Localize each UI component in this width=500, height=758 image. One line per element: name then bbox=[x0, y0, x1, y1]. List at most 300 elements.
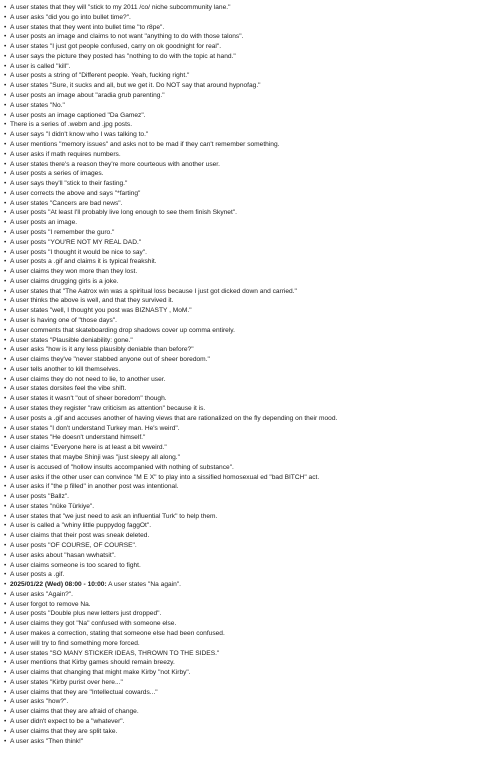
list-item-text bbox=[10, 130, 498, 140]
bullet-icon: • bbox=[4, 277, 7, 285]
list-item-body: A user asks "Again?". bbox=[10, 590, 73, 598]
list-item bbox=[4, 267, 498, 277]
list-item-text bbox=[10, 717, 498, 727]
list-item bbox=[4, 218, 498, 228]
list-item-body: A user thinks the above is well, and that they survived it. bbox=[10, 297, 174, 305]
list-item bbox=[4, 365, 498, 375]
list-item-text bbox=[10, 394, 498, 404]
list-item bbox=[4, 717, 498, 727]
bullet-icon: • bbox=[4, 150, 7, 158]
list-item-body: A user corrects the above and says "*farting" bbox=[10, 189, 141, 197]
list-item-body: There is a series of .webm and .jpg posts. bbox=[10, 121, 133, 129]
list-item bbox=[4, 492, 498, 502]
bullet-icon: • bbox=[4, 678, 7, 686]
list-item-text bbox=[10, 492, 498, 502]
list-item-text bbox=[10, 150, 498, 160]
list-item-text bbox=[10, 512, 498, 522]
list-item-body: A user posts "Ballz". bbox=[10, 493, 69, 501]
list-item-body: A user claims they got "Na" confused with someone else. bbox=[10, 620, 177, 628]
list-item-text bbox=[10, 482, 498, 492]
list-item-body: A user asks if the other user can convince "M E X" to play into a sissified homosexual ed "bad BITCH" act. bbox=[10, 473, 320, 481]
bullet-icon: • bbox=[4, 131, 7, 139]
list-item bbox=[4, 3, 498, 13]
bullet-icon: • bbox=[4, 140, 7, 148]
list-item-body: A user says the picture they posted has "nothing to do with the topic at hand." bbox=[10, 52, 236, 60]
list-item-body: A user states "Plausible deniability: gone." bbox=[10, 336, 133, 344]
list-item-body: A user says "I didn't know who I was talking to." bbox=[10, 131, 149, 139]
list-item-text bbox=[10, 590, 498, 600]
list-item-body: A user states that they went into bullet time "to r8pe". bbox=[10, 23, 165, 31]
list-item bbox=[4, 433, 498, 443]
list-item bbox=[4, 590, 498, 600]
list-item-text bbox=[10, 32, 498, 42]
bullet-icon: • bbox=[4, 160, 7, 168]
list-item-body: A user mentions that Kirby games should remain breezy. bbox=[10, 659, 175, 667]
list-item-body: A user tells another to kill themselves. bbox=[10, 365, 121, 373]
list-item-text bbox=[10, 473, 498, 483]
bullet-icon: • bbox=[4, 268, 7, 276]
list-item-text bbox=[10, 414, 498, 424]
list-item-text bbox=[10, 619, 498, 629]
list-item-body: A user posts "I remember the guro." bbox=[10, 228, 115, 236]
bullet-icon: • bbox=[4, 669, 7, 677]
list-item-text bbox=[10, 404, 498, 414]
list-item-text bbox=[10, 91, 498, 101]
list-item-body: A user asks "how is it any less plausibly deniable than before?" bbox=[10, 346, 194, 354]
list-item-body: A user states there's a reason they're more courteous with another user. bbox=[10, 160, 220, 168]
list-item-text bbox=[10, 424, 498, 434]
list-item-body: A user claims drugging girls is a joke. bbox=[10, 277, 119, 285]
list-item-body: A user states "well, I thought you post was BIZNASTY , MoM." bbox=[10, 307, 192, 315]
list-item-body: A user comments that skateboarding drop shadows cover up comma entirely. bbox=[10, 326, 235, 334]
list-item-body: A user posts "I thought it would be nice to say". bbox=[10, 248, 148, 256]
list-item-body: A user states "I just got people confused, carry on ok goodnight for real". bbox=[10, 43, 222, 51]
bullet-icon: • bbox=[4, 395, 7, 403]
bullet-icon: • bbox=[4, 551, 7, 559]
list-item bbox=[4, 639, 498, 649]
bullet-icon: • bbox=[4, 532, 7, 540]
list-item-body: A user makes a correction, stating that someone else had been confused. bbox=[10, 630, 225, 637]
list-item-text bbox=[10, 189, 498, 199]
list-item bbox=[4, 52, 498, 62]
list-item-text bbox=[10, 355, 498, 365]
list-item-body: A user posts "Double plus new letters just dropped". bbox=[10, 610, 162, 618]
list-item bbox=[4, 521, 498, 531]
list-item bbox=[4, 619, 498, 629]
list-item-text bbox=[10, 375, 498, 385]
list-item bbox=[4, 697, 498, 707]
list-item bbox=[4, 287, 498, 297]
list-item bbox=[4, 668, 498, 678]
list-item-text bbox=[10, 257, 498, 267]
bullet-icon: • bbox=[4, 180, 7, 188]
list-item-text bbox=[10, 218, 498, 228]
list-item-text bbox=[10, 101, 498, 111]
bullet-icon: • bbox=[4, 434, 7, 442]
list-item bbox=[4, 414, 498, 424]
bullet-icon: • bbox=[4, 170, 7, 178]
bullet-icon: • bbox=[4, 405, 7, 413]
list-item bbox=[4, 688, 498, 698]
list-item bbox=[4, 277, 498, 287]
list-item-body: A user claims that they are afraid of change. bbox=[10, 708, 139, 716]
list-item bbox=[4, 345, 498, 355]
list-item-text bbox=[10, 23, 498, 33]
bullet-icon: • bbox=[4, 248, 7, 256]
bullet-icon: • bbox=[4, 356, 7, 364]
list-item-text bbox=[10, 228, 498, 238]
list-item bbox=[4, 42, 498, 52]
list-item-text bbox=[10, 697, 498, 707]
list-item-body: A user asks if "the p filled" in another post was intentional. bbox=[10, 483, 179, 491]
bullet-icon: • bbox=[4, 453, 7, 461]
list-item-text bbox=[10, 384, 498, 394]
list-item bbox=[4, 248, 498, 258]
list-item bbox=[4, 120, 498, 130]
list-item-body: A user states it wasn't "out of sheer boredom" though. bbox=[10, 395, 167, 403]
bullet-icon: • bbox=[4, 659, 7, 667]
bullet-icon: • bbox=[4, 13, 7, 21]
list-item-body: A user states that they will "stick to my 2011 /co/ niche subcommunity lane." bbox=[10, 4, 231, 11]
list-item-body: A user is called "kill". bbox=[10, 62, 71, 70]
list-item bbox=[4, 71, 498, 81]
summary-list bbox=[4, 3, 498, 746]
list-item bbox=[4, 404, 498, 414]
list-item bbox=[4, 502, 498, 512]
list-item-body: A user posts a .gif and accuses another of having views that are rationalized on the fly depending on their mood. bbox=[10, 414, 338, 422]
list-item-body: A user claims that they are split take. bbox=[10, 727, 118, 735]
list-item-body: A user states "No." bbox=[10, 101, 65, 109]
bullet-icon: • bbox=[4, 708, 7, 716]
list-item-text bbox=[10, 248, 498, 258]
list-item-text bbox=[10, 443, 498, 453]
list-item bbox=[4, 453, 498, 463]
list-item-body: A user states that "The Aatrox win was a spiritual loss because I just got dicked down and carried." bbox=[10, 287, 297, 295]
bullet-icon: • bbox=[4, 297, 7, 305]
bullet-icon: • bbox=[4, 600, 7, 608]
list-item-body: A user states "Sure, it sucks and all, but we get it. Do NOT say that around hypnofag." bbox=[10, 82, 261, 90]
list-item bbox=[4, 658, 498, 668]
list-item-body: A user asks about "hasan wwhatsit". bbox=[10, 551, 116, 559]
list-item bbox=[4, 316, 498, 326]
bullet-icon: • bbox=[4, 258, 7, 266]
list-item-body: A user will try to find something more forced. bbox=[10, 639, 140, 647]
list-item bbox=[4, 140, 498, 150]
bullet-icon: • bbox=[4, 287, 7, 295]
list-item-text bbox=[10, 345, 498, 355]
list-item-text bbox=[10, 13, 498, 23]
list-item bbox=[4, 629, 498, 639]
list-item bbox=[4, 551, 498, 561]
bullet-icon: • bbox=[4, 512, 7, 520]
bullet-icon: • bbox=[4, 199, 7, 207]
list-item-body: A user states "Kirby purist over here..." bbox=[10, 678, 123, 686]
list-item-body: A user asks "Then think!" bbox=[10, 737, 84, 745]
list-item bbox=[4, 473, 498, 483]
list-item bbox=[4, 296, 498, 306]
bullet-icon: • bbox=[4, 561, 7, 569]
list-item-text bbox=[10, 306, 498, 316]
list-item bbox=[4, 208, 498, 218]
list-item bbox=[4, 355, 498, 365]
list-item bbox=[4, 101, 498, 111]
list-item-body: A user claims that changing that might make Kirby "not Kirby". bbox=[10, 669, 191, 677]
bullet-icon: • bbox=[4, 590, 7, 598]
list-item-body: A user mentions "memory issues" and asks not to be mad if they can't remember something. bbox=[10, 140, 280, 148]
list-item-body: A user is called a "whiny little puppydog faggOt". bbox=[10, 522, 152, 530]
list-item bbox=[4, 678, 498, 688]
list-item-text bbox=[10, 52, 498, 62]
bullet-icon: • bbox=[4, 52, 7, 60]
list-item-text bbox=[10, 688, 498, 698]
list-item-text bbox=[10, 600, 498, 610]
list-item bbox=[4, 707, 498, 717]
bullet-icon: • bbox=[4, 209, 7, 217]
list-item-text bbox=[10, 502, 498, 512]
list-item-text bbox=[10, 42, 498, 52]
bullet-icon: • bbox=[4, 92, 7, 100]
list-item-text bbox=[10, 81, 498, 91]
list-item bbox=[4, 62, 498, 72]
list-item-body: A user posts "OF COURSE, OF COURSE". bbox=[10, 541, 137, 549]
list-item-body: A user is accused of "hollow insults accompanied with nothing of substance". bbox=[10, 463, 234, 471]
list-item-text bbox=[10, 160, 498, 170]
list-item-body: A user posts an image and claims to not want "anything to do with those talons". bbox=[10, 33, 244, 41]
list-item-text bbox=[10, 668, 498, 678]
list-item-body: A user asks "did you go into bullet time?". bbox=[10, 13, 131, 21]
list-item-body: A user posts "At least I'll probably live long enough to see them finish Skynet". bbox=[10, 209, 237, 217]
list-item-text bbox=[10, 609, 498, 619]
list-item bbox=[4, 600, 498, 610]
list-item bbox=[4, 570, 498, 580]
list-item bbox=[4, 443, 498, 453]
list-item-text bbox=[10, 140, 498, 150]
bullet-icon: • bbox=[4, 620, 7, 628]
list-item-text bbox=[10, 336, 498, 346]
bullet-icon: • bbox=[4, 737, 7, 745]
bullet-icon: • bbox=[4, 649, 7, 657]
list-item bbox=[4, 111, 498, 121]
bullet-icon: • bbox=[4, 365, 7, 373]
list-item bbox=[4, 306, 498, 316]
bullet-icon: • bbox=[4, 502, 7, 510]
bullet-icon: • bbox=[4, 33, 7, 41]
list-item-body: A user states "Na again". bbox=[108, 581, 181, 589]
bullet-icon: • bbox=[4, 727, 7, 735]
list-item-text bbox=[10, 580, 498, 590]
bullet-icon: • bbox=[4, 72, 7, 80]
list-item-body: A user didn't expect to be a "whatever". bbox=[10, 718, 125, 726]
list-item-text bbox=[10, 639, 498, 649]
list-item bbox=[4, 580, 498, 590]
bullet-icon: • bbox=[4, 630, 7, 637]
list-item-body: A user asks "how?". bbox=[10, 698, 69, 706]
list-item-body: A user posts a string of "Different people. Yeah, fucking right." bbox=[10, 72, 190, 80]
list-item bbox=[4, 179, 498, 189]
list-item-text bbox=[10, 287, 498, 297]
list-item-text bbox=[10, 179, 498, 189]
list-item-body: A user claims they won more than they lost. bbox=[10, 268, 138, 276]
list-item-body: A user forgot to remove Na. bbox=[10, 600, 91, 608]
list-item-body: A user says they'll "stick to their fasting." bbox=[10, 180, 128, 188]
bullet-icon: • bbox=[4, 346, 7, 354]
list-item-body: A user claims that their post was sneak deleted. bbox=[10, 532, 150, 540]
bullet-icon: • bbox=[4, 43, 7, 51]
list-item-text bbox=[10, 365, 498, 375]
list-item-body: A user posts an image about "aradia grub parenting." bbox=[10, 92, 165, 100]
bullet-icon: • bbox=[4, 610, 7, 618]
bullet-icon: • bbox=[4, 238, 7, 246]
bullet-icon: • bbox=[4, 688, 7, 696]
list-item-text bbox=[10, 62, 498, 72]
bullet-icon: • bbox=[4, 698, 7, 706]
list-item-text bbox=[10, 111, 498, 121]
summary-document bbox=[4, 3, 498, 746]
bullet-icon: • bbox=[4, 375, 7, 383]
list-item bbox=[4, 541, 498, 551]
list-item-text bbox=[10, 267, 498, 277]
bullet-icon: • bbox=[4, 639, 7, 647]
list-item-body: A user states "SO MANY STICKER IDEAS, THROWN TO THE SIDES." bbox=[10, 649, 220, 657]
list-item bbox=[4, 326, 498, 336]
list-item-text bbox=[10, 3, 498, 13]
list-item-text bbox=[10, 326, 498, 336]
list-item-body: A user states "I don't understand Turkey man. He's weird". bbox=[10, 424, 180, 432]
bullet-icon: • bbox=[4, 228, 7, 236]
timestamp-heading: 2025/01/22 (Wed) 08:00 - 10:00: bbox=[10, 581, 107, 589]
list-item-text bbox=[10, 433, 498, 443]
list-item-body: A user asks if math requires numbers. bbox=[10, 150, 121, 158]
list-item-body: A user states dorsites feel the vibe shift. bbox=[10, 385, 127, 393]
list-item bbox=[4, 130, 498, 140]
bullet-icon: • bbox=[4, 385, 7, 393]
list-item bbox=[4, 463, 498, 473]
list-item-text bbox=[10, 570, 498, 580]
list-item-body: A user states that maybe Shinji was "just sleepy all along." bbox=[10, 453, 180, 461]
bullet-icon: • bbox=[4, 473, 7, 481]
list-item-text bbox=[10, 277, 498, 287]
list-item bbox=[4, 727, 498, 737]
list-item bbox=[4, 482, 498, 492]
list-item-text bbox=[10, 316, 498, 326]
list-item-body: A user posts a .gif. bbox=[10, 571, 65, 579]
list-item-body: A user posts "YOU'RE NOT MY REAL DAD." bbox=[10, 238, 142, 246]
list-item-text bbox=[10, 199, 498, 209]
list-item-text bbox=[10, 169, 498, 179]
list-item-text bbox=[10, 71, 498, 81]
list-item-body: A user claims "Everyone here is at least a bit wweird." bbox=[10, 444, 167, 452]
bullet-icon: • bbox=[4, 189, 7, 197]
list-item-text bbox=[10, 737, 498, 747]
bullet-icon: • bbox=[4, 121, 7, 129]
list-item-text bbox=[10, 561, 498, 571]
bullet-icon: • bbox=[4, 336, 7, 344]
list-item-text bbox=[10, 208, 498, 218]
list-item-body: A user is having one of "those days". bbox=[10, 317, 117, 324]
list-item-text bbox=[10, 629, 498, 639]
list-item-body: A user posts a .gif and claims it is typical freakshit. bbox=[10, 258, 157, 266]
bullet-icon: • bbox=[4, 522, 7, 530]
bullet-icon: • bbox=[4, 326, 7, 334]
list-item-body: A user claims someone is too scared to fight. bbox=[10, 561, 141, 569]
bullet-icon: • bbox=[4, 4, 7, 11]
list-item bbox=[4, 384, 498, 394]
bullet-icon: • bbox=[4, 424, 7, 432]
list-item-text bbox=[10, 453, 498, 463]
list-item bbox=[4, 561, 498, 571]
bullet-icon: • bbox=[4, 317, 7, 324]
list-item bbox=[4, 336, 498, 346]
list-item bbox=[4, 531, 498, 541]
bullet-icon: • bbox=[4, 101, 7, 109]
list-item-text bbox=[10, 296, 498, 306]
bullet-icon: • bbox=[4, 463, 7, 471]
list-item-text bbox=[10, 727, 498, 737]
bullet-icon: • bbox=[4, 23, 7, 31]
bullet-icon: • bbox=[4, 444, 7, 452]
list-item bbox=[4, 394, 498, 404]
list-item-body: A user states "nüke Türkiye". bbox=[10, 502, 95, 510]
bullet-icon: • bbox=[4, 414, 7, 422]
bullet-icon: • bbox=[4, 62, 7, 70]
list-item bbox=[4, 512, 498, 522]
list-item bbox=[4, 257, 498, 267]
list-item bbox=[4, 13, 498, 23]
bullet-icon: • bbox=[4, 541, 7, 549]
list-item-body: A user posts an image. bbox=[10, 219, 78, 227]
list-item-text bbox=[10, 463, 498, 473]
list-item-text bbox=[10, 531, 498, 541]
list-item bbox=[4, 228, 498, 238]
bullet-icon: • bbox=[4, 307, 7, 315]
list-item bbox=[4, 649, 498, 659]
list-item-body: A user claims they've "never stabbed anyone out of sheer boredom." bbox=[10, 356, 210, 364]
list-item-text bbox=[10, 541, 498, 551]
bullet-icon: • bbox=[4, 493, 7, 501]
list-item bbox=[4, 375, 498, 385]
list-item bbox=[4, 189, 498, 199]
list-item bbox=[4, 424, 498, 434]
list-item bbox=[4, 199, 498, 209]
list-item-text bbox=[10, 238, 498, 248]
bullet-icon: • bbox=[4, 483, 7, 491]
list-item bbox=[4, 609, 498, 619]
bullet-icon: • bbox=[4, 219, 7, 227]
list-item-body: A user states "Cancers are bad news". bbox=[10, 199, 123, 207]
bullet-icon: • bbox=[4, 111, 7, 119]
bullet-icon: • bbox=[4, 718, 7, 726]
list-item bbox=[4, 91, 498, 101]
list-item bbox=[4, 169, 498, 179]
list-item-body: A user claims that they are "Intellectual cowards..." bbox=[10, 688, 158, 696]
list-item-body: A user states "He doesn't understand himself." bbox=[10, 434, 146, 442]
list-item-body: A user claims they do not need to lie, to another user. bbox=[10, 375, 166, 383]
list-item bbox=[4, 737, 498, 747]
list-item-text bbox=[10, 678, 498, 688]
list-item bbox=[4, 150, 498, 160]
list-item bbox=[4, 32, 498, 42]
list-item-body: A user posts a series of images. bbox=[10, 170, 104, 178]
bullet-icon: • bbox=[4, 571, 7, 579]
bullet-icon: • bbox=[4, 581, 7, 589]
list-item bbox=[4, 160, 498, 170]
list-item-body: A user states they register "raw criticism as attention" because it is. bbox=[10, 405, 206, 413]
list-item-text bbox=[10, 707, 498, 717]
list-item-text bbox=[10, 649, 498, 659]
list-item-text bbox=[10, 120, 498, 130]
bullet-icon: • bbox=[4, 82, 7, 90]
list-item-body: A user states that "we just need to ask an influential Turk" to help them. bbox=[10, 512, 218, 520]
